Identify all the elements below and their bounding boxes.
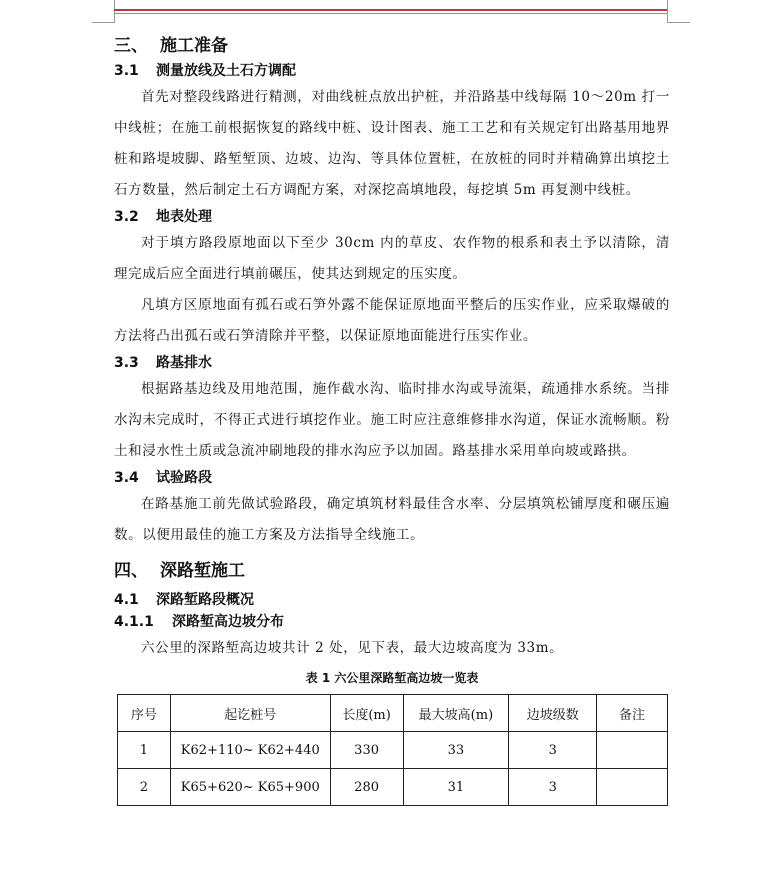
table-cell: 33 xyxy=(403,732,509,769)
table-cell xyxy=(597,732,668,769)
section-title: 深路堑高边坡分布 xyxy=(172,614,284,630)
table-header-row xyxy=(118,695,668,732)
section-number: 四、 xyxy=(114,561,148,581)
table-header-cell: 序号 xyxy=(118,695,171,732)
table-cell: 3 xyxy=(509,732,597,769)
table-caption: 表 1 六公里深路堑高边坡一览表 xyxy=(305,671,479,685)
section-4-1-1-paragraph: 六公里的深路堑高边坡共计 2 处，见下表，最大边坡高度为 33m。 xyxy=(141,640,564,656)
table-header-cell: 备注 xyxy=(597,695,668,732)
section-number: 4.1 xyxy=(114,592,139,608)
section-number: 3.3 xyxy=(114,355,139,371)
section-4-1-heading xyxy=(114,589,670,611)
high-slope-table xyxy=(117,694,668,806)
table-cell xyxy=(597,769,668,806)
table-header-cell: 边坡级数 xyxy=(509,695,597,732)
table-cell: K62+110~ K62+440 xyxy=(170,732,330,769)
section-title: 试验路段 xyxy=(156,470,212,486)
section-3-1-paragraph: 首先对整段线路进行精测，对曲线桩点放出护桩，并沿路基中线每隔 10～20m 打一中线桩；在施工前根据恢复的路线中桩、设计图表、施工工艺和有关规定钉出路基用地界桩和路堤坡脚、路堑堑顶、边坡、边沟、等具体位置桩，在放桩的同时并精确算出填挖土石方数量，然后制定土石方调配方案，对深挖高填地段，每挖填 5m 再复测中线桩。 xyxy=(114,89,670,198)
table-row xyxy=(118,769,668,806)
section-3-4-heading xyxy=(114,467,670,489)
section-number: 3.1 xyxy=(114,63,139,79)
section-number: 4.1.1 xyxy=(114,614,154,630)
section-3-heading xyxy=(114,32,670,60)
section-title: 地表处理 xyxy=(156,209,212,225)
document-body xyxy=(114,32,670,806)
section-title: 深路堑施工 xyxy=(160,561,245,581)
table-cell: 280 xyxy=(330,769,403,806)
page-corner-mark-right xyxy=(667,0,690,23)
table-header-cell: 最大坡高(m) xyxy=(403,695,509,732)
section-3-2-paragraph-1: 对于填方路段原地面以下至少 30cm 内的草皮、农作物的根系和表土予以清除，清理完成后应全面进行填前碾压，使其达到规定的压实度。 xyxy=(114,235,670,282)
page-header-rule xyxy=(114,9,667,11)
table-header-cell: 长度(m) xyxy=(330,695,403,732)
section-3-3-heading xyxy=(114,352,670,374)
section-3-4-paragraph: 在路基施工前先做试验路段，确定填筑材料最佳含水率、分层填筑松铺厚度和碾压遍数。以便用最佳的施工方案及方法指导全线施工。 xyxy=(114,496,670,543)
section-4-1-1-heading xyxy=(114,611,670,633)
section-title: 路基排水 xyxy=(156,355,212,371)
section-number: 3.2 xyxy=(114,209,139,225)
table-cell: 1 xyxy=(118,732,171,769)
table-header-cell: 起讫桩号 xyxy=(170,695,330,732)
section-3-2-paragraph-2: 凡填方区原地面有孤石或石笋外露不能保证原地面平整后的压实作业，应采取爆破的方法将凸出孤石或石笋清除并平整，以保证原地面能进行压实作业。 xyxy=(114,297,670,344)
table-cell: K65+620~ K65+900 xyxy=(170,769,330,806)
section-number: 三、 xyxy=(114,36,148,56)
table-cell: 2 xyxy=(118,769,171,806)
table-cell: 330 xyxy=(330,732,403,769)
section-3-3-paragraph: 根据路基边线及用地范围，施作截水沟、临时排水沟或导流渠，疏通排水系统。当排水沟未完成时，不得正式进行填挖作业。施工时应注意维修排水沟道，保证水流畅顺。粉土和浸水性土质或急流冲刷地段的排水沟应予以加固。路基排水采用单向坡或路拱。 xyxy=(114,381,670,459)
section-title: 施工准备 xyxy=(160,36,228,56)
section-3-2-heading xyxy=(114,206,670,228)
section-title: 测量放线及土石方调配 xyxy=(156,63,296,79)
section-4-heading xyxy=(114,557,670,585)
table-row xyxy=(118,732,668,769)
section-3-1-heading xyxy=(114,60,670,82)
section-number: 3.4 xyxy=(114,470,139,486)
table-cell: 3 xyxy=(509,769,597,806)
page-corner-mark-left xyxy=(92,0,115,23)
table-cell: 31 xyxy=(403,769,509,806)
section-title: 深路堑路段概况 xyxy=(156,592,254,608)
